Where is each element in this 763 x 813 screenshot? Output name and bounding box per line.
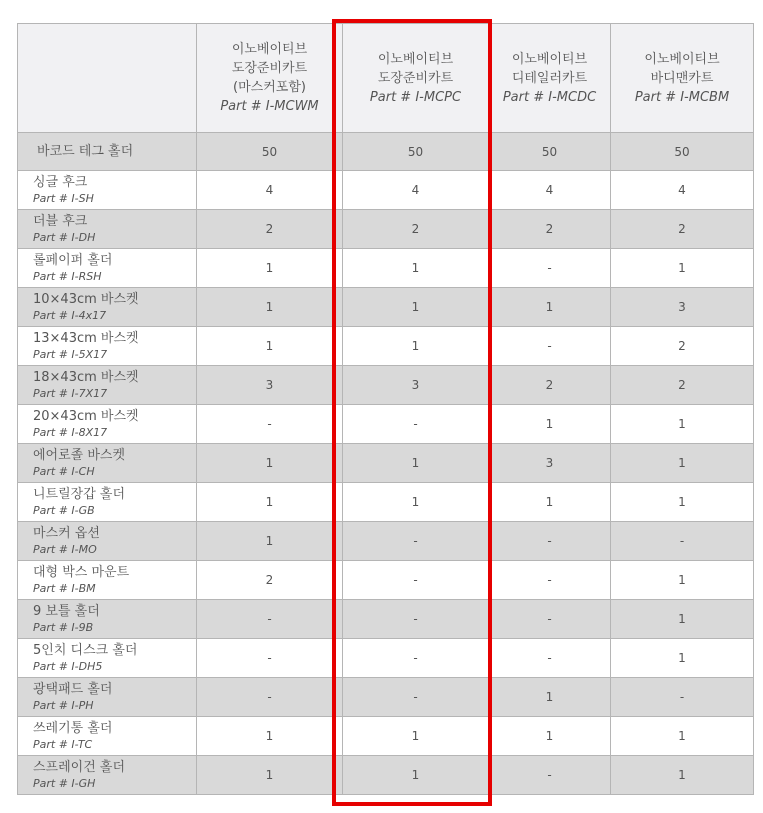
accessory-name-cell bbox=[18, 522, 197, 561]
product-name-line: 이노베이티브 bbox=[511, 51, 588, 67]
product-part-number: Part # I-MCBM bbox=[634, 89, 730, 105]
product-name-line: 이노베이티브 bbox=[377, 51, 454, 67]
accessory-name: 마스커 옵션 bbox=[33, 525, 100, 541]
quantity-cell: 1 bbox=[611, 249, 754, 288]
product-name-line: 도장준비카트 bbox=[377, 70, 454, 86]
header-product-mcdc bbox=[489, 24, 611, 133]
quantity-cell: 1 bbox=[611, 405, 754, 444]
quantity-cell: 3 bbox=[489, 444, 611, 483]
accessory-part-number: Part # I-8X17 bbox=[33, 425, 108, 439]
accessory-part-number: Part # I-SH bbox=[33, 191, 94, 205]
accessory-name-cell bbox=[18, 249, 197, 288]
quantity-cell: 4 bbox=[197, 171, 343, 210]
accessory-name: 니트릴장갑 홀더 bbox=[33, 486, 126, 502]
accessory-part-number: Part # I-PH bbox=[33, 698, 94, 712]
accessory-part-number: Part # I-CH bbox=[33, 464, 95, 478]
quantity-cell: 1 bbox=[489, 717, 611, 756]
comparison-table-wrapper bbox=[17, 23, 753, 795]
table-row bbox=[18, 483, 754, 522]
quantity-cell: 1 bbox=[611, 756, 754, 795]
accessory-name: 바코드 테그 홀더 bbox=[37, 143, 134, 159]
accessory-part-number: Part # I-DH bbox=[33, 230, 96, 244]
accessory-name: 롤페이퍼 홀더 bbox=[33, 252, 113, 268]
accessory-name-cell bbox=[18, 327, 197, 366]
product-name-line: 도장준비카트 bbox=[231, 61, 308, 76]
table-row bbox=[18, 210, 754, 249]
quantity-cell: 1 bbox=[197, 522, 343, 561]
quantity-cell: - bbox=[611, 678, 754, 717]
quantity-cell: 1 bbox=[343, 249, 489, 288]
accessory-name: 광택패드 홀더 bbox=[33, 681, 113, 697]
table-row bbox=[18, 522, 754, 561]
header-empty-cell bbox=[18, 24, 197, 133]
accessory-part-number: Part # I-7X17 bbox=[33, 386, 108, 400]
quantity-cell: - bbox=[611, 522, 754, 561]
quantity-cell: 1 bbox=[489, 405, 611, 444]
quantity-cell: - bbox=[489, 522, 611, 561]
quantity-cell: 1 bbox=[343, 327, 489, 366]
product-name-line: 이노베이티브 bbox=[231, 42, 308, 57]
accessory-name: 18×43cm 바스켓 bbox=[33, 369, 139, 385]
accessory-part-number: Part # I-GB bbox=[33, 503, 95, 517]
quantity-cell: 1 bbox=[489, 288, 611, 327]
accessory-name: 싱글 후크 bbox=[33, 174, 88, 190]
table-row bbox=[18, 678, 754, 717]
product-name-line: 이노베이티브 bbox=[644, 51, 720, 67]
accessory-part-number: Part # I-9B bbox=[33, 620, 94, 634]
product-part-number: Part # I-MCWM bbox=[220, 99, 319, 114]
quantity-cell: 1 bbox=[197, 717, 343, 756]
quantity-cell: 1 bbox=[611, 444, 754, 483]
accessory-part-number: Part # I-4x17 bbox=[33, 308, 107, 322]
quantity-cell: 1 bbox=[489, 678, 611, 717]
product-name-line: 바디맨카트 bbox=[650, 70, 714, 86]
accessory-name: 10×43cm 바스켓 bbox=[33, 291, 139, 307]
table-row bbox=[18, 327, 754, 366]
quantity-cell: 1 bbox=[197, 483, 343, 522]
quantity-cell: - bbox=[343, 522, 489, 561]
table-row bbox=[18, 133, 754, 171]
accessory-name: 쓰레기통 홀더 bbox=[33, 720, 113, 736]
accessory-name: 13×43cm 바스켓 bbox=[33, 330, 139, 346]
header-product-mcbm bbox=[611, 24, 754, 133]
table-header-row bbox=[18, 24, 754, 133]
table-row bbox=[18, 600, 754, 639]
quantity-cell: 2 bbox=[611, 366, 754, 405]
quantity-cell: 1 bbox=[611, 600, 754, 639]
table-row bbox=[18, 249, 754, 288]
accessory-name-cell bbox=[18, 210, 197, 249]
quantity-cell: 1 bbox=[197, 756, 343, 795]
quantity-cell: 1 bbox=[343, 444, 489, 483]
quantity-cell: - bbox=[489, 600, 611, 639]
quantity-cell: - bbox=[489, 249, 611, 288]
quantity-cell: 2 bbox=[343, 210, 489, 249]
cart-comparison-table bbox=[17, 23, 754, 795]
product-part-number: Part # I-MCPC bbox=[369, 89, 462, 105]
accessory-name-cell bbox=[18, 483, 197, 522]
accessory-name: 20×43cm 바스켓 bbox=[33, 408, 139, 424]
quantity-cell: - bbox=[197, 405, 343, 444]
accessory-part-number: Part # I-5X17 bbox=[33, 347, 108, 361]
accessory-name-cell bbox=[18, 639, 197, 678]
quantity-cell: 1 bbox=[343, 483, 489, 522]
quantity-cell: - bbox=[489, 756, 611, 795]
accessory-name-cell bbox=[18, 405, 197, 444]
quantity-cell: - bbox=[489, 561, 611, 600]
accessory-name-cell bbox=[18, 133, 197, 171]
table-row bbox=[18, 639, 754, 678]
quantity-cell: - bbox=[197, 639, 343, 678]
accessory-part-number: Part # I-RSH bbox=[33, 269, 102, 283]
quantity-cell: - bbox=[343, 678, 489, 717]
quantity-cell: 2 bbox=[611, 327, 754, 366]
quantity-cell: - bbox=[489, 639, 611, 678]
accessory-name-cell bbox=[18, 678, 197, 717]
accessory-name: 대형 박스 마운트 bbox=[33, 564, 130, 580]
accessory-name: 에어로졸 바스켓 bbox=[33, 447, 126, 463]
quantity-cell: - bbox=[343, 600, 489, 639]
quantity-cell: 4 bbox=[489, 171, 611, 210]
table-body bbox=[18, 133, 754, 795]
quantity-cell: - bbox=[343, 405, 489, 444]
quantity-cell: 3 bbox=[197, 366, 343, 405]
accessory-name-cell bbox=[18, 366, 197, 405]
table-row bbox=[18, 405, 754, 444]
table-row bbox=[18, 288, 754, 327]
accessory-name: 9 보틀 홀더 bbox=[33, 603, 100, 619]
quantity-cell: 1 bbox=[489, 483, 611, 522]
product-name-line: 디테일러카트 bbox=[511, 70, 588, 86]
table-row bbox=[18, 717, 754, 756]
table-row bbox=[18, 366, 754, 405]
quantity-cell: 1 bbox=[197, 327, 343, 366]
quantity-cell: - bbox=[197, 600, 343, 639]
accessory-name: 더블 후크 bbox=[33, 213, 88, 229]
quantity-cell: 50 bbox=[489, 133, 611, 171]
quantity-cell: 2 bbox=[489, 366, 611, 405]
accessory-name-cell bbox=[18, 171, 197, 210]
quantity-cell: 1 bbox=[197, 249, 343, 288]
quantity-cell: 2 bbox=[611, 210, 754, 249]
quantity-cell: 1 bbox=[343, 288, 489, 327]
quantity-cell: - bbox=[489, 327, 611, 366]
quantity-cell: 1 bbox=[197, 288, 343, 327]
quantity-cell: 1 bbox=[611, 717, 754, 756]
quantity-cell: 1 bbox=[611, 639, 754, 678]
table-row bbox=[18, 756, 754, 795]
quantity-cell: 50 bbox=[197, 133, 343, 171]
quantity-cell: 1 bbox=[343, 717, 489, 756]
table-row bbox=[18, 561, 754, 600]
accessory-name-cell bbox=[18, 717, 197, 756]
quantity-cell: - bbox=[197, 678, 343, 717]
quantity-cell: 2 bbox=[489, 210, 611, 249]
header-product-mcwm bbox=[197, 24, 343, 133]
quantity-cell: - bbox=[343, 561, 489, 600]
accessory-name-cell bbox=[18, 600, 197, 639]
quantity-cell: 50 bbox=[611, 133, 754, 171]
table-row bbox=[18, 171, 754, 210]
header-product-mcpc bbox=[343, 24, 489, 133]
accessory-part-number: Part # I-DH5 bbox=[33, 659, 103, 673]
quantity-cell: 3 bbox=[343, 366, 489, 405]
quantity-cell: 1 bbox=[611, 561, 754, 600]
quantity-cell: 3 bbox=[611, 288, 754, 327]
accessory-name-cell bbox=[18, 288, 197, 327]
quantity-cell: 1 bbox=[197, 444, 343, 483]
product-part-number: Part # I-MCDC bbox=[502, 89, 597, 105]
accessory-part-number: Part # I-MO bbox=[33, 542, 97, 556]
accessory-part-number: Part # I-TC bbox=[33, 737, 93, 751]
quantity-cell: 1 bbox=[611, 483, 754, 522]
table-row bbox=[18, 444, 754, 483]
quantity-cell: 4 bbox=[343, 171, 489, 210]
quantity-cell: 1 bbox=[343, 756, 489, 795]
quantity-cell: - bbox=[343, 639, 489, 678]
accessory-part-number: Part # I-GH bbox=[33, 776, 96, 790]
accessory-name: 스프레이건 홀더 bbox=[33, 759, 126, 775]
quantity-cell: 2 bbox=[197, 561, 343, 600]
quantity-cell: 4 bbox=[611, 171, 754, 210]
accessory-part-number: Part # I-BM bbox=[33, 581, 96, 595]
quantity-cell: 50 bbox=[343, 133, 489, 171]
product-name-line: (마스커포함) bbox=[233, 80, 306, 95]
accessory-name-cell bbox=[18, 444, 197, 483]
accessory-name-cell bbox=[18, 561, 197, 600]
accessory-name-cell bbox=[18, 756, 197, 795]
accessory-name: 5인치 디스크 홀더 bbox=[33, 642, 138, 658]
quantity-cell: 2 bbox=[197, 210, 343, 249]
